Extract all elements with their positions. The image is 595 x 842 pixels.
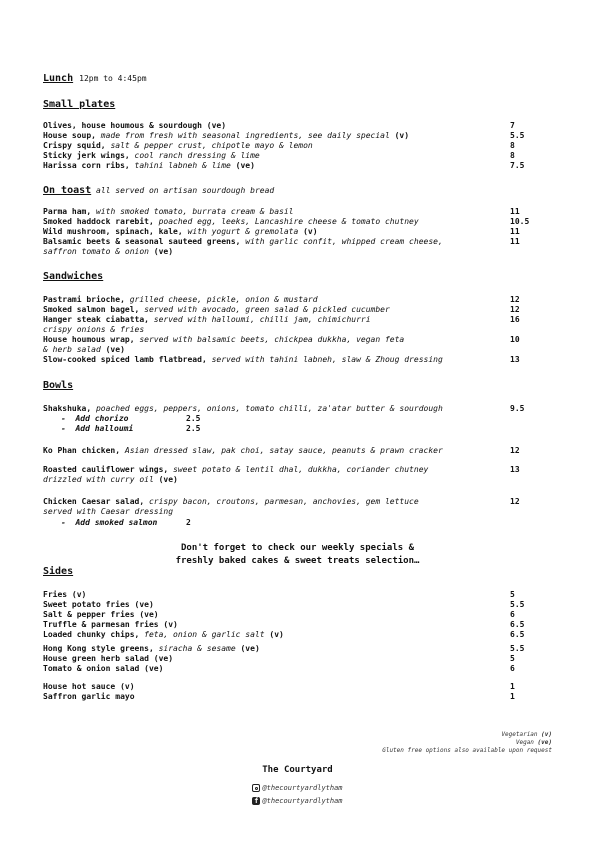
item-tag: (ve) xyxy=(153,475,178,484)
lunch-header xyxy=(43,73,147,85)
item-name: Hong Kong style greens, xyxy=(43,644,154,653)
item-desc: feta, onion & garlic salt xyxy=(139,630,265,639)
menu-item xyxy=(43,465,428,475)
small-plates-heading: Small plates xyxy=(43,99,116,110)
item-price: 11 xyxy=(510,227,520,236)
item-name: Ko Phan chicken, xyxy=(43,446,121,455)
legend-label: Vegetarian xyxy=(501,731,538,738)
item-price: 12 xyxy=(510,295,520,304)
item-name: Salt & pepper fries (ve) xyxy=(43,610,159,619)
item-name: House green herb salad (ve) xyxy=(43,654,174,663)
menu-item xyxy=(43,654,173,664)
menu-item xyxy=(43,227,318,237)
legend-vegetarian xyxy=(501,731,552,739)
item-price: 6 xyxy=(510,610,515,619)
item-price: 8 xyxy=(510,151,515,160)
item-name: Smoked salmon bagel, xyxy=(43,305,140,314)
menu-item xyxy=(43,692,135,702)
menu-item xyxy=(43,630,284,640)
instagram-icon xyxy=(252,784,260,792)
addon-chorizo xyxy=(61,414,128,424)
item-name: Harissa corn ribs, xyxy=(43,161,130,170)
item-desc: poached egg, leeks, Lancashire cheese & tomato chutney xyxy=(153,217,419,226)
item-price: 5.5 xyxy=(510,131,525,140)
item-name: Parma ham, xyxy=(43,207,92,216)
addon-dash: - xyxy=(61,414,66,423)
menu-item xyxy=(43,497,419,507)
on-toast-header xyxy=(43,185,274,197)
item-name: Slow-cooked spiced lamb flatbread, xyxy=(43,355,207,364)
bowls-heading: Bowls xyxy=(43,380,74,391)
item-desc: & herb salad xyxy=(43,345,101,354)
item-desc: with garlic confit, whipped cream cheese, xyxy=(240,237,443,246)
item-price: 11 xyxy=(510,237,520,246)
item-name: Sticky jerk wings, xyxy=(43,151,130,160)
item-desc: cool ranch dressing & lime xyxy=(129,151,260,160)
item-price: 10.5 xyxy=(510,217,530,226)
on-toast-subtitle: all served on artisan sourdough bread xyxy=(96,186,275,195)
item-price: 6.5 xyxy=(510,620,525,629)
menu-item xyxy=(43,151,260,161)
item-name: House houmous wrap, xyxy=(43,335,135,344)
item-desc: drizzled with curry oil xyxy=(43,475,154,484)
legend-tag: (v) xyxy=(541,731,552,738)
item-tag: (ve) xyxy=(235,644,260,653)
addon-label: Add smoked salmon xyxy=(75,518,158,527)
addon-dash: - xyxy=(61,424,66,433)
item-price: 13 xyxy=(510,465,520,474)
item-price: 8 xyxy=(510,141,515,150)
legend-vegan xyxy=(516,739,552,747)
item-desc: crispy onions & fries xyxy=(43,325,145,334)
menu-item xyxy=(43,682,135,692)
item-price: 12 xyxy=(510,446,520,455)
menu-item xyxy=(43,600,154,610)
menu-item xyxy=(43,161,255,171)
menu-item xyxy=(43,121,226,131)
item-desc: with smoked tomato, burrata cream & basil xyxy=(91,207,294,216)
addon-price: 2.5 xyxy=(186,414,201,423)
item-tag: (v) xyxy=(389,131,410,140)
item-tag: (v) xyxy=(298,227,318,236)
facebook-handle[interactable]: @thecourtyardlytham xyxy=(262,797,343,805)
item-name: Sweet potato fries (ve) xyxy=(43,600,154,609)
item-tag: (ve) xyxy=(230,161,255,170)
on-toast-heading: On toast xyxy=(43,185,92,196)
menu-item xyxy=(43,315,371,325)
item-name: Hanger steak ciabatta, xyxy=(43,315,149,324)
menu-item xyxy=(43,620,178,630)
menu-item-line2 xyxy=(43,345,125,355)
menu-item-line2 xyxy=(43,247,173,257)
menu-item-line2 xyxy=(43,475,178,485)
instagram-handle[interactable]: @thecourtyardlytham xyxy=(262,784,343,792)
item-desc: siracha & sesame xyxy=(153,644,236,653)
item-price: 7 xyxy=(510,121,515,130)
menu-item-line2 xyxy=(43,325,144,335)
menu-item xyxy=(43,446,443,456)
item-name: Truffle & parmesan fries (v) xyxy=(43,620,178,629)
item-price: 7.5 xyxy=(510,161,525,170)
item-name: Pastrami brioche, xyxy=(43,295,125,304)
item-desc-line2: served with Caesar dressing xyxy=(43,507,174,516)
item-tag: (ve) xyxy=(100,345,125,354)
item-name: House hot sauce (v) xyxy=(43,682,135,691)
addon-halloumi xyxy=(61,424,133,434)
item-tag: (v) xyxy=(264,630,284,639)
item-desc: tahini labneh & lime xyxy=(129,161,231,170)
item-price: 16 xyxy=(510,315,520,324)
menu-item xyxy=(43,305,390,315)
item-price: 6.5 xyxy=(510,630,525,639)
item-price: 6 xyxy=(510,664,515,673)
menu-item xyxy=(43,295,318,305)
item-desc: salt & pepper crust, chipotle mayo & lemon xyxy=(105,141,313,150)
menu-item xyxy=(43,237,443,247)
menu-item xyxy=(43,644,260,654)
legend-tag: (ve) xyxy=(537,739,552,746)
item-name: House soup, xyxy=(43,131,96,140)
sandwiches-heading: Sandwiches xyxy=(43,271,104,282)
item-price: 11 xyxy=(510,207,520,216)
item-desc: poached eggs, peppers, onions, tomato chilli, za'atar butter & sourdough xyxy=(91,404,443,413)
legend-label: Vegan xyxy=(515,739,534,746)
item-desc: Asian dressed slaw, pak choi, satay sauce, peanuts & prawn cracker xyxy=(120,446,443,455)
lunch-title: Lunch xyxy=(43,73,74,84)
item-price: 13 xyxy=(510,355,520,364)
item-desc: served with avocado, green salad & pickled cucumber xyxy=(139,305,390,314)
item-desc: sweet potato & lentil dhal, dukkha, coriander chutney xyxy=(168,465,429,474)
item-name: Loaded chunky chips, xyxy=(43,630,140,639)
item-price: 1 xyxy=(510,692,515,701)
menu-item xyxy=(43,590,86,600)
addon-smoked-salmon xyxy=(61,518,157,528)
venue-name: The Courtyard xyxy=(262,765,333,775)
addon-label: Add chorizo xyxy=(75,414,129,423)
item-desc: with yogurt & gremolata xyxy=(182,227,299,236)
item-desc: served with tahini labneh, slaw & Zhoug dressing xyxy=(206,355,443,364)
item-name: Shakshuka, xyxy=(43,404,92,413)
item-name: Crispy squid, xyxy=(43,141,106,150)
item-name: Saffron garlic mayo xyxy=(43,692,135,701)
menu-item xyxy=(43,131,409,141)
item-price: 12 xyxy=(510,497,520,506)
menu-item xyxy=(43,335,404,345)
item-price: 9.5 xyxy=(510,404,525,413)
item-price: 5 xyxy=(510,654,515,663)
item-name: Chicken Caesar salad, xyxy=(43,497,145,506)
item-name: Olives, house houmous & sourdough (ve) xyxy=(43,121,227,130)
menu-item xyxy=(43,355,443,365)
item-desc: made from fresh with seasonal ingredients, see daily special xyxy=(95,131,390,140)
item-desc: grilled cheese, pickle, onion & mustard xyxy=(124,295,318,304)
menu-item xyxy=(43,217,419,227)
item-name: Balsamic beets & seasonal sauteed greens, xyxy=(43,237,241,246)
addon-label: Add halloumi xyxy=(75,424,134,433)
item-price: 5 xyxy=(510,590,515,599)
instagram-line xyxy=(0,783,595,793)
item-price: 10 xyxy=(510,335,520,344)
item-desc: served with balsamic beets, chickpea dukkha, vegan feta xyxy=(134,335,405,344)
menu-item xyxy=(43,610,159,620)
item-name: Fries (v) xyxy=(43,590,87,599)
sides-heading: Sides xyxy=(43,566,74,577)
menu-item xyxy=(43,141,313,151)
specials-line-1: Don't forget to check our weekly specials & xyxy=(181,543,414,553)
facebook-line xyxy=(0,796,595,806)
item-price: 5.5 xyxy=(510,644,525,653)
item-name: Tomato & onion salad (ve) xyxy=(43,664,164,673)
item-price: 5.5 xyxy=(510,600,525,609)
menu-item xyxy=(43,207,293,217)
item-name: Wild mushroom, spinach, kale, xyxy=(43,227,183,236)
addon-dash: - xyxy=(61,518,66,527)
legend-gluten-free: Gluten free options also available upon request xyxy=(382,747,552,754)
menu-item xyxy=(43,664,163,674)
addon-price: 2 xyxy=(186,518,191,527)
menu-item xyxy=(43,404,443,414)
item-price: 1 xyxy=(510,682,515,691)
facebook-icon: f xyxy=(254,797,259,805)
item-desc: crispy bacon, croutons, parmesan, anchovies, gem lettuce xyxy=(144,497,419,506)
addon-price: 2.5 xyxy=(186,424,201,433)
specials-line-2: freshly baked cakes & sweet treats selection… xyxy=(175,556,420,566)
item-desc: served with halloumi, chilli jam, chimichurri xyxy=(148,315,371,324)
item-name: Roasted cauliflower wings, xyxy=(43,465,169,474)
item-name: Smoked haddock rarebit, xyxy=(43,217,154,226)
item-price: 12 xyxy=(510,305,520,314)
item-tag: (ve) xyxy=(148,247,174,256)
item-desc: saffron tomato & onion xyxy=(43,247,149,256)
lunch-hours: 12pm to 4:45pm xyxy=(79,74,147,83)
